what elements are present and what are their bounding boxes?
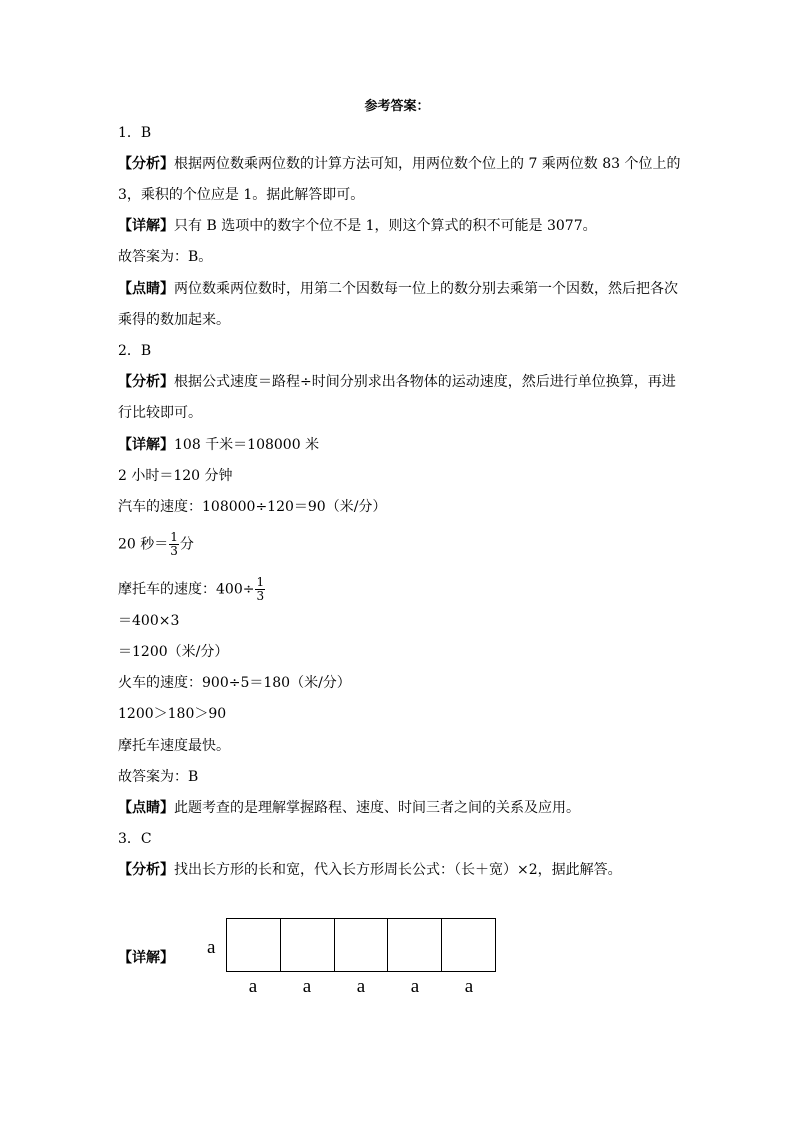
q2-detail-tag: 【详解】 xyxy=(118,437,174,453)
fraction-denominator: 3 xyxy=(170,544,178,558)
fraction-numerator: 1 xyxy=(256,575,265,589)
q2-line-2: 2 小时＝120 分钟 xyxy=(118,468,233,484)
q2-line-6: ＝400×3 xyxy=(118,613,180,629)
q3-analysis-text: 找出长方形的长和宽，代入长方形周长公式：（长＋宽）×2，据此解答。 xyxy=(174,862,622,878)
q2-detail-text: 108 千米＝108000 米 xyxy=(174,437,320,453)
fraction-one-third xyxy=(169,531,179,558)
q2-line-10: 摩托车速度最快。 xyxy=(118,738,230,754)
q3-detail-line xyxy=(118,948,174,968)
bottom-label: a xyxy=(248,976,258,997)
q2-analysis-tag: 【分析】 xyxy=(118,374,174,390)
q3-analysis-line xyxy=(118,860,698,880)
q2-line-4 xyxy=(118,531,698,558)
square-cell xyxy=(281,919,335,971)
square-cell xyxy=(442,919,495,971)
q2-line-4-pre: 20 秒＝ xyxy=(118,536,169,553)
fraction-numerator: 1 xyxy=(170,530,178,544)
q2-point-text: 此题考查的是理解掌握路程、速度、时间三者之间的关系及应用。 xyxy=(174,800,580,816)
fraction-denominator: 3 xyxy=(256,589,265,603)
q1-analysis-line-1 xyxy=(118,154,698,174)
q1-detail-text: 只有 B 选项中的数字个位不是 1，则这个算式的积不可能是 3077。 xyxy=(174,218,597,234)
q2-line-5 xyxy=(118,576,698,603)
q2-line-3: 汽车的速度：108000÷120＝90（米/分） xyxy=(118,499,387,515)
square-cell xyxy=(227,919,281,971)
q1-analysis-line-2: 3，乘积的个位应是 1。据此解答即可。 xyxy=(118,187,365,203)
q2-detail-line xyxy=(118,435,698,455)
figure-side-label: a xyxy=(207,937,216,958)
q1-detail-line xyxy=(118,216,698,236)
q2-line-5-pre: 摩托车的速度：400÷ xyxy=(118,581,255,598)
square-cell xyxy=(388,919,442,971)
q2-line-4-post: 分 xyxy=(179,536,194,553)
q1-point-line-1 xyxy=(118,279,698,299)
q1-number: 1．B xyxy=(118,125,152,141)
q2-analysis-text-1: 根据公式速度＝路程÷时间分别求出各物体的运动速度，然后进行单位换算，再进 xyxy=(174,374,676,390)
bottom-label: a xyxy=(410,976,420,997)
q1-point-line-2: 乘得的数加起来。 xyxy=(118,312,230,328)
q2-answer: 故答案为：B xyxy=(118,769,199,785)
square-cell xyxy=(335,919,389,971)
q1-point-text-1: 两位数乘两位数时，用第二个因数每一位上的数分别去乘第一个因数，然后把各次 xyxy=(174,281,678,297)
five-squares-figure xyxy=(226,918,496,972)
q1-analysis-tag: 【分析】 xyxy=(118,156,174,172)
figure-bottom-labels xyxy=(226,976,496,998)
fraction-one-third xyxy=(255,576,265,603)
q1-analysis-text-1: 根据两位数乘两位数的计算方法可知，用两位数个位上的 7 乘两位数 83 个位上的 xyxy=(174,156,681,172)
page-title: 参考答案： xyxy=(364,99,430,114)
q2-point-tag: 【点睛】 xyxy=(118,800,174,816)
q3-detail-tag: 【详解】 xyxy=(118,950,174,966)
q2-line-9: 1200＞180＞90 xyxy=(118,706,227,722)
q2-point-line xyxy=(118,798,698,818)
q2-line-7: ＝1200（米/分） xyxy=(118,644,229,660)
q3-number: 3．C xyxy=(118,831,152,847)
q2-line-8: 火车的速度：900÷5＝180（米/分） xyxy=(118,675,351,691)
bottom-label: a xyxy=(464,976,474,997)
q2-analysis-line-2: 行比较即可。 xyxy=(118,405,202,421)
q2-analysis-line-1 xyxy=(118,372,698,392)
bottom-label: a xyxy=(356,976,366,997)
q3-analysis-tag: 【分析】 xyxy=(118,862,174,878)
q2-number: 2．B xyxy=(118,343,152,359)
q1-answer: 故答案为：B。 xyxy=(118,249,213,265)
bottom-label: a xyxy=(302,976,312,997)
q1-detail-tag: 【详解】 xyxy=(118,218,174,234)
q1-point-tag: 【点睛】 xyxy=(118,281,174,297)
